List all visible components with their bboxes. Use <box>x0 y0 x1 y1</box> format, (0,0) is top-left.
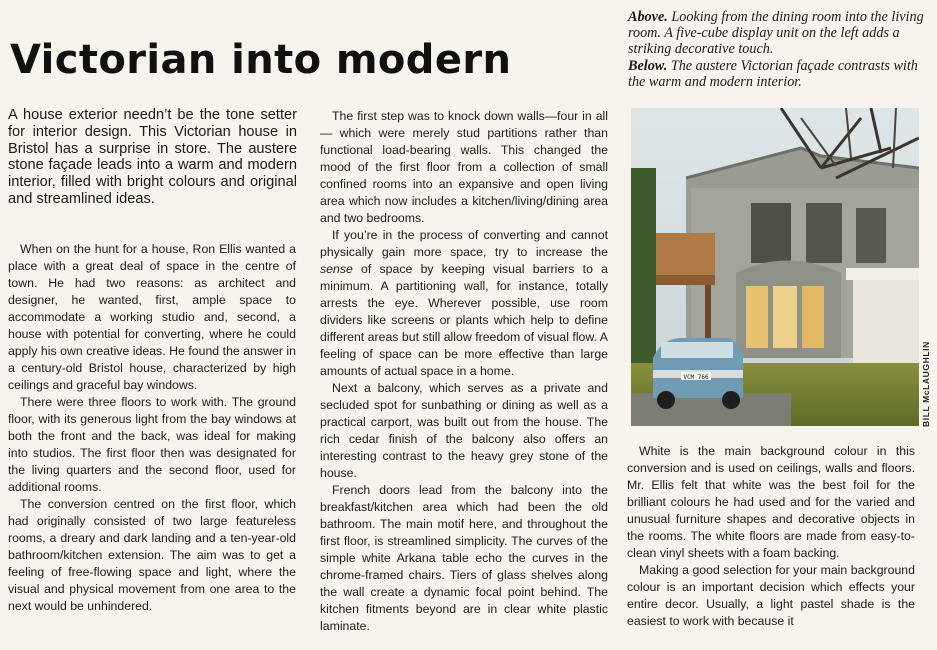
house-photo-illustration <box>631 108 919 426</box>
col1-paragraph: When on the hunt for a house, Ron Ellis wanted a place with a great deal of space in the centre of town. He had two reasons: as architect and designer, he wanted, first, ample space to accommodate a working studio and, second, a house with potential for converting, where he could apply his own creative ideas. He found the answer in a century-old Bristol house, characterized by high ceilings and graceful bay windows. <box>8 242 296 392</box>
col2-p2-emphasis: sense <box>320 262 353 276</box>
col2-p2-before: If you’re in the process of converting and cannot physically gain more space, try to increase the <box>320 228 608 259</box>
caption-below-text: The austere Victorian façade contrasts with the warm and modern interior. <box>628 57 918 90</box>
photo-credit: BILL McLAUGHLIN <box>921 341 931 427</box>
col3-paragraph: White is the main background colour in this conversion and is used on ceilings, walls and floors. Mr. Ellis felt that white was the best foil for the brilliant colours he had used and for the varied and unusual furniture shapes and decorative objects in the rooms. The white floors are made from easy-to-clean vinyl sheets with a foam backing. <box>627 444 915 560</box>
article-column-1 <box>8 241 296 615</box>
house-exterior-photo <box>631 108 919 426</box>
intro-paragraph <box>8 107 297 208</box>
col2-paragraph: The first step was to knock down walls—four in all— which were merely stud partitions rather than functional load-bearing walls. This changed the mood of the first floor from a collection of small confined rooms into an expansive and open living area which now includes a kitchen/living/dining area and two bedrooms. <box>320 109 608 225</box>
intro-text: A house exterior needn’t be the tone setter for interior design. This Victorian house in Bristol has a surprise in store. The austere stone façade leads into a warm and modern interior, filled with bright colours and original and streamlined ideas. <box>8 107 297 207</box>
col3-paragraph: Making a good selection for your main background colour is an important decision which effects your entire decor. Usually, a light pastel shade is the easiest to work with because it <box>627 563 915 628</box>
article-column-3 <box>627 443 915 630</box>
caption-above <box>628 9 930 58</box>
caption-below-label: Below. <box>628 57 668 74</box>
caption-above-label: Above. <box>628 9 668 25</box>
caption-above-text: Looking from the dining room into the living room. A five-cube display unit on the left adds a striking decorative touch. <box>628 9 924 58</box>
col2-paragraph <box>320 227 608 380</box>
page-title: Victorian into modern <box>10 37 512 83</box>
col1-paragraph: The conversion centred on the first floor, which had originally consisted of two large featureless rooms, a dreary and dark landing and a ten-year-old bathroom/kitchen extension. The aim was to get a feeling of free-flowing space and light, where the visual and physical movement from one area to the next would be unhindered. <box>8 497 296 613</box>
license-plate-text: VCM 766 <box>683 374 709 381</box>
caption-below <box>628 58 930 90</box>
col2-paragraph: Next a balcony, which serves as a private and secluded spot for sunbathing or dining as well as a practical carport, was built out from the house. The rich cedar finish of the balcony also offers an interesting contrast to the heavy grey stone of the house. <box>320 381 608 480</box>
col1-paragraph: There were three floors to work with. The ground floor, with its generous light from the bay windows at both the front and the back, was ideal for making into studios. The first floor then was designated for the living quarters and the second floor, used for additional rooms. <box>8 395 296 494</box>
col2-paragraph: French doors lead from the balcony into the breakfast/kitchen area which had been the old bathroom. The main motif here, and throughout the first floor, is streamlined simplicity. The curves of the simple white Arkana table echo the curves in the chrome-framed chairs. Tiers of glass shelves along the wall create a dynamic focal point behind. The kitchen fitments beyond are in clear white plastic laminate. <box>320 483 608 633</box>
photo-caption <box>628 9 930 90</box>
article-column-2 <box>320 108 608 635</box>
col2-p2-after: of space by keeping visual barriers to a minimum. A partitioning wall, for instance, totally arrests the eye. Wherever possible, use room dividers like screens or plants which help to define different areas but still allow freedom of visual flow. A feeling of space can be more effective than large amounts of actual space in a home. <box>320 262 608 378</box>
